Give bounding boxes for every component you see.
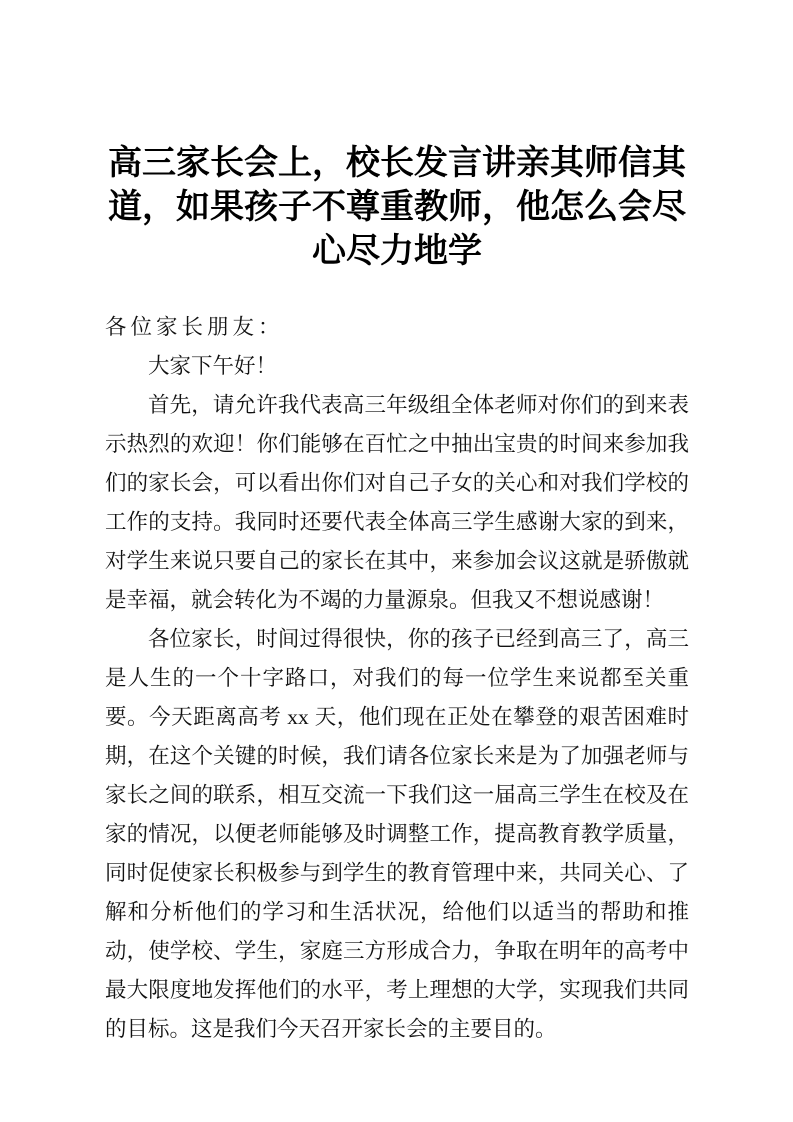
paragraph: 各位家长，时间过得很快，你的孩子已经到高三了，高三是人生的一个十字路口，对我们的每一位学生来说都至关重要。今天距离高考 xx 天，他们现在正处在攀登的艰苦困难时期，在这个关键的时候，我们请各位家长来是为了加强老师与家长之间的联系，相互交流一下我们这一届高三学生在校及在家的情况，以便老师能够及时调整工作，提高教育教学质量，同时促使家长积极参与到学生的教育管理中来，共同关心、了解和分析他们的学习和生活状况，给他们以适当的帮助和推动，使学校、学生，家庭三方形成合力，争取在明年的高考中最大限度地发挥他们的水平，考上理想的大学，实现我们共同的目标。这是我们今天召开家长会的主要目的。 [105,627,689,1041]
document-body [105,308,689,1049]
document-title: 高三家长会上，校长发言讲亲其师信其道，如果孩子不尊重教师，他怎么会尽心尽力地学 [108,145,686,270]
paragraph: 首先，请允许我代表高三年级组全体老师对你们的到来表示热烈的欢迎！你们能够在百忙之中抽出宝贵的时间来参加我们的家长会，可以看出你们对自己子女的关心和对我们学校的工作的支持。我同时还要代表全体高三学生感谢大家的到来，对学生来说只要自己的家长在其中，来参加会议这就是骄傲就是幸福，就会转化为不竭的力量源泉。但我又不想说感谢！ [105,393,689,612]
paragraph: 大家下午好！ [148,354,278,378]
paragraph: 各位家长朋友： [105,315,284,339]
